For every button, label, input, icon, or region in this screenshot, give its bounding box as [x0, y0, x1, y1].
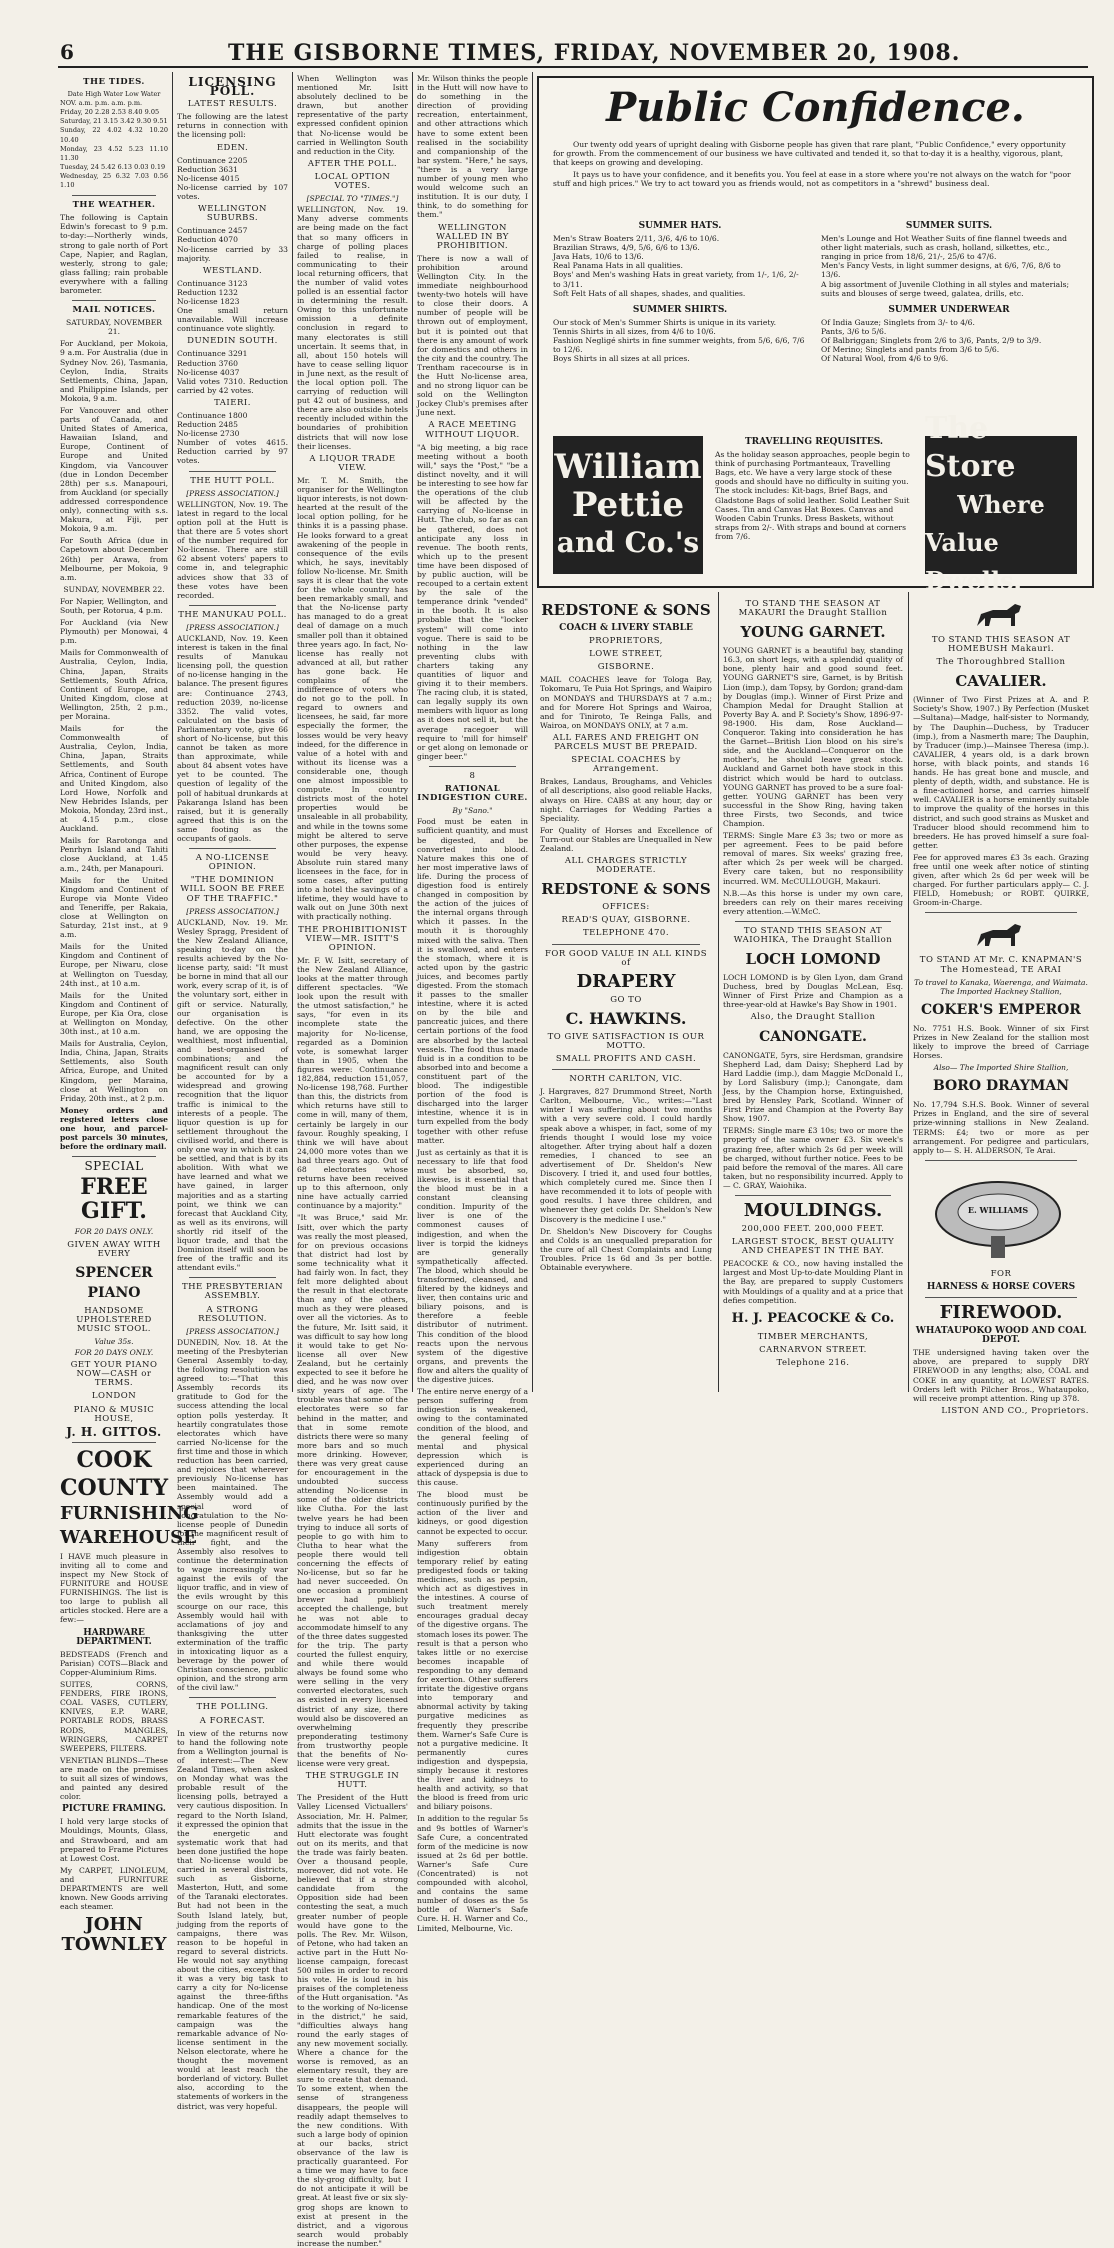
mail-text: Mails for Rarotonga and Penrhyn Island and Tahiti close Auckland, at 1.45 a.m., 24th, per Manapouri. [60, 836, 168, 873]
boro-text: No. 17,794 S.H.S. Book. Winner of several Prizes in England, and the sire of several prize-winning stallions in New Zealand. TERMS: £4; two or more as per arrangement. For pedigree and particulars, apply to— S. H. ALDERSON, Te Arai. [913, 1100, 1089, 1155]
summer-suits-heading: SUMMER SUITS. [905, 221, 993, 231]
dominion-quote: "THE DOMINION WILL SOON BE FREE OF THE TRAFFIC." [180, 875, 285, 904]
column-1 [60, 74, 199, 1956]
redstone-heading-2: REDSTONE & SONS [541, 880, 711, 899]
indigestion-text: Many sufferers from indigestion obtain temporary relief by eating predigested foods or taking medicines, such as pepsin, which act as digestives in the intestines. A course of such treatment merely encourages gradual decay of the digestive organs. The stomach loses its power. The result is that a person who takes little or no exercise becomes incapable of responding to any demand for exertion. Other sufferers irritate the digestive organs into temporary and abnormal activity by taking purgative medicines as frequently they prescribe them. Warner's Safe Cure is not a purgative medicine. It permanently cures indigestion and dyspepsia, simply because it restores the liver and kidneys to health and activity, so that the blood is freed from uric and biliary poisons. [417, 1538, 528, 1812]
press-association: [PRESS ASSOCIATION.] [186, 622, 279, 632]
stand-heading-2: TO STAND THIS SEASON AT WAIOHIKA, The Draught Stallion [733, 925, 893, 945]
days-only-2: FOR 20 DAYS ONLY. [74, 1348, 154, 1358]
hutt-text: WELLINGTON, Nov. 19. The latest in regard to the local option poll at the Hutt is that there are 5 votes short of the number required for No-license. There are still 62 absent voters' papers to come in, and telegraphic advices show that 33 of these votes have been recorded. [177, 499, 288, 600]
knapman-heading: TO STAND AT Mr. C. KNAPMAN'S The Homestead, TE ARAI [919, 955, 1083, 975]
bedsteads-text: BEDSTEADS (French and Parisian) COTS—Black and Copper-Aluminium Rims. [60, 1649, 168, 1677]
the-store-logo [925, 411, 1077, 595]
shirt-item: Our stock of Men's Summer Shirts is unique in its variety. [553, 317, 777, 327]
picture-heading: PICTURE FRAMING. [62, 1804, 166, 1815]
indigestion-text: Just as certainly as that it is necessary to life that food must be absorbed, so, likewise, is it essential that the blood must be in a constant cleansing condition. Impurity of the liver is one of the commonest causes of indigestion, and when the liver is torpid the kidneys are generally sympathetically affected. The blood, which should be transformed, cleansed, and filtered by the kidneys and liver, then contains uric and biliary poisons, and is therefore a feeble distributor of nutriment. This condition of the blood reacts upon the nervous system of the digestive organs, and prevents the flow and alters the quality of the digestive juices. [417, 1147, 528, 1385]
canongate-text: CANONGATE, 5yrs, sire Herdsman, grandsire Shepherd Lad, dam Daisy; Shepherd Lad by Hard Laddie (imp.), dam Maggie McDonald I., by Lord Salisbury (imp.); Canongate, dam Jess, by the Champion horse, Extinguished, bred by Hensley Park, Scotland. Winner of First Prize and Champion at the Poverty Bay Show, 1907. [723, 1050, 903, 1124]
masthead [58, 40, 1088, 68]
charges-notice: ALL CHARGES STRICTLY MODERATE. [564, 856, 688, 876]
weather-text: The following is Captain Edwin's forecast to 9 p.m. to-day:—Northerly winds, strong to gale north of Port Cape, Napier, and Raglan, westerly, strong to gale; glass falling; rain probable everywhere with a falling barometer. [60, 213, 168, 295]
prohibitionist-text: Mr. F. W. Isitt, secretary of the New Zealand Alliance, looks at the matter through different spectacles. "We look upon the result with the utmost satisfaction," he says, "for even in its incomplete state the majority for No-license, regarded as a Dominion vote, is somewhat larger than in 1905, when the figures were: Continuance 182,884, reduction 151,057, No-license 198,768. Further than this, the districts from which returns have still to come in will, many of them, certainly be largely in our favour. Roughly speaking, I think we will have about 24,000 more votes than we had three years ago. Out of 68 electorates whose returns have been received up to this afternoon, only nine have actually carried continuance by a majority." [297, 955, 408, 1211]
licensing-heading: LICENSING POLL. [188, 75, 277, 99]
result-row: No-license 4037 [177, 367, 240, 377]
timber-merchants: TIMBER MERCHANTS, [757, 1331, 869, 1342]
hargraves-text: J. Hargraves, 827 Drummond Street, North Carlton, Melbourne, Vic., writes:—"Last winter I was suffering about two months with a very severe cold. I could hardly speak above a whisper, in fact, some of my friends thought I would lose my voice altogether. After trying about half a dozen remedies, I chanced to see an advertisement of Dr. Sheldon's New Discovery. I tried it, and used four bottles, which completely cured me. Since then I have recommended it to lots of people with good results. I have three children, and whenever they get colds Dr. Sheldon's New Discovery is the medicine I use." [540, 1087, 712, 1224]
underwear-item: Of Merino; Singlets and pants from 3/6 to 5/6. [821, 345, 1000, 355]
result-row: One small return unavailable. Will increase continuance vote slightly. [177, 306, 288, 334]
weather-heading: THE WEATHER. [72, 200, 156, 211]
offices-label: OFFICES: [602, 902, 650, 913]
mail-text: For Vancouver and other parts of Canada, and United States of America, Hawaiian Island, and Europe, Continent of Europe and United Kingdom, via Vancouver (due in London December 28th) per s.s. Manapouri, from Auckland (or specially addressed correspondence only), connecting with s.s. Makura, at Fiji, per Mokoia, 9 a.m. [60, 406, 168, 534]
canongate: CANONGATE. [759, 1028, 867, 1045]
telephone: TELEPHONE 470. [582, 928, 670, 939]
invite-text: I HAVE much pleasure in inviting all to come and inspect my New Stock of FURNITURE and HOUSE FURNISHINGS. The list is too large to publish all articles stocked. Here are a few:— [60, 1551, 168, 1625]
spencer-piano: SPENCER PIANO [75, 1264, 153, 1301]
intro-text: Our twenty odd years of upright dealing with Gisborne people has given that rare plant, "Public Confidence," every opportunity for growth. From the commencement of our business we have cultivated and tended it, so that to-day it is a healthy, vigorous, plant, that keeps on growing and developing. [553, 140, 1066, 168]
store-line: The Store [925, 411, 1016, 484]
mail-text: For Auckland, per Mokoia, 9 a.m. For Australia (due in Sydney Nov. 26), Tasmania, Ceylon, India, Straits Settlements, China, Japan, and Philippine Islands, per Mokoia, 9 a.m. [60, 339, 168, 403]
indigestion-heading: RATIONAL INDIGESTION CURE. [417, 784, 528, 804]
wp-line: Pettie [571, 485, 685, 525]
result-row: Continuance 3291 [177, 349, 248, 359]
mail-text: Mails for the United Kingdom and Continent of Europe, per Kia Ora, close at Wellington on Monday, 30th inst., at 10 a.m. [60, 990, 168, 1037]
tides-row: Sunday, 22 4.02 4.32 10.20 10.40 [60, 126, 168, 144]
hat-item: Soft Felt Hats of all shapes, shades, and qualities. [553, 288, 746, 298]
result-row: No-license carried by 33 majority. [177, 244, 288, 263]
travel-block [715, 434, 913, 576]
forecast-heading: A FORECAST. [199, 1715, 266, 1726]
saddle-ad [913, 1166, 1089, 1266]
suits-underwear-block [821, 218, 1077, 428]
result-row: Number of votes 4615. Reduction carried by 97 votes. [177, 438, 288, 466]
mail-text: SUNDAY, NOVEMBER 22. [63, 584, 165, 594]
nolicense-opinion-heading: A NO-LICENSE OPINION. [195, 853, 270, 873]
sheldon-text: Dr. Sheldon's New Discovery for Coughs and Colds is an unequalled preparation for the cure of all Chest Complaints and Lung Troubles. Price 1s 6d and 3s per bottle. Obtainable everywhere. [540, 1226, 712, 1272]
alliance-text: AUCKLAND, Nov. 19. Mr. Wesley Spragg, President of the New Zealand Alliance, speaking to-day on the results achieved by the No-license party, said: "It must be borne in mind that all our work, every scrap of it, is of the voluntary sort, either in gift or service. Naturally, our organisation is defective. On the other hand, we are opposing the wealthiest, most influential, and best-organised of combinations; and the magnificent result can only be accounted for by a widespread and growing recognition that the liquor traffic is inimical to the interests of a people. The liquor question is up for settlement throughout the civilised world, and there is only one way in which it can be settled, and that is by its abolition. With what we have learned and what we have gained, in larger majorities and as a starting point, we think we can forecast that Auckland City, as well as its environs, will shortly rid itself of the liquor trade, and that the Dominion itself will soon be free of the traffic and its attendant evils." [177, 917, 288, 1273]
wsub-heading: WELLINGTON SUBURBS. [198, 204, 267, 224]
strong-resolution: A STRONG RESOLUTION. [198, 1304, 267, 1324]
brakes-text: Brakes, Landaus, Broughams, and Vehicles of all descriptions, also good reliable Hacks, always on Hire. CABS at any hour, day or night. Carriages for Wedding Parties a Speciality. [540, 777, 712, 823]
manukau-text: AUCKLAND, Nov. 19. Keen interest is taken in the final results of Manukau licensing poll, the question of no-license hanging in the balance. The present figures are: Continuance 2743, reduction 2039, no-license 3352. The valid votes, calculated on the basis of Parliamentary vote, give 66 short of No-license, but this cannot be taken as more than approximate, while about 84 absent votes have yet to be counted. The question of legality of the poll of habitual drunkards at Pakaranga Island has been raised, but it is generally agreed that this is on the same footing as the occupants of gaols. [177, 633, 288, 844]
largest-stock: LARGEST STOCK, BEST QUALITY AND CHEAPEST IN THE BAY. [731, 1237, 895, 1257]
indigestion-text: Food must be eaten in sufficient quantity, and must be digested, and be converted into blood. Nature makes this one of her most imperative laws of life. During the process of digestion food is entirely changed in composition by the action of the juices of the internal organs through which it passes. In the mouth it is thoroughly mixed with the saliva. Then it is swallowed, and enters the stomach, where it is acted upon by the gastric juices, and becomes partly digested. From the stomach it passes to the smaller intestine, where it is acted on by the bile and pancreatic juices, and there certain portions of the food are absorbed by the lacteal vessels. The food thus made fluid is in a condition to be absorbed into and become a constituent part of the blood. The indigestible portion of the food is discharged into the larger intestine, whence it is in turn expelled from the body together with other refuse matter. [417, 817, 528, 1145]
result-row: Reduction 3760 [177, 358, 238, 368]
county-heading: COUNTY [60, 1474, 169, 1501]
shirt-item: Boys Shirts in all sizes at all prices. [553, 354, 690, 364]
music-stool: HANDSOME UPHOLSTERED MUSIC STOOL. [76, 1305, 152, 1334]
result-row: No-license carried by 107 votes. [177, 182, 288, 202]
also-shire: Also— The Imported Shire Stallion, [933, 1063, 1069, 1073]
stool-value: Value 35s. [94, 1336, 134, 1346]
cook-heading: COOK [76, 1446, 152, 1473]
get-piano: GET YOUR PIANO NOW—CASH or TERMS. [70, 1360, 158, 1389]
underwear-item: Pants, 3/6 to 5/6. [821, 326, 887, 336]
tides-row: NOV. a.m. p.m. a.m. p.m. [60, 99, 143, 108]
coker-text: No. 7751 H.S. Book. Winner of six First Prizes in New Zealand for the stallion most likely to improve the breed of Carriage Horses. [913, 1023, 1089, 1061]
intro-text-2: It pays us to have your confidence, and it benefits you. You feel at ease in a store where you're not always on the watch for "poor stuff and high prices." We try to act toward you as friends would, not as competitors in a "shrewd" business deal. [553, 170, 1071, 189]
column-rule [412, 72, 413, 1392]
walled-heading: WELLINGTON WALLED IN BY PROHIBITION. [436, 222, 509, 251]
mail-text: SATURDAY, NOVEMBER 21. [66, 318, 162, 337]
suit-item: Men's Lounge and Hot Weather Suits of fine flannel tweeds and other light materials, such as crash, holland, silkettes, etc., ranging in price from 18/6, 21/-, 25/6 to 47/6. [821, 234, 1068, 262]
travel-text: To travel to Kanaka, Waerenga, and Waimata. The Imported Hackney Stallion, [914, 977, 1088, 996]
coach-livery: COACH & LIVERY STABLE [559, 623, 693, 633]
williams-name: E. WILLIAMS [967, 1204, 1029, 1215]
small-profits: SMALL PROFITS AND CASH. [555, 1054, 697, 1064]
days-only: FOR 20 DAYS ONLY. [74, 1227, 154, 1237]
bruce-text: "It was Bruce," said Mr. Isitt, over which the party was really the most pleased, for on previous occasions that district had lost by some technicality what it had fairly won. In fact, they felt more delighted about the result in that electorate than any of the others, much as they were pleased over all the victories. As to the future, Mr. Isitt said, it was difficult to say how long it would take to get No-license all over New Zealand, but he certainly expected to see it before he died, and he was now over sixty years of age. The trouble was that some of the electorates were so far behind in the matter, and that in some remote districts there were so many more bars and so much more drinking. However, there was very great cause for encouragement in the undoubted success attending No-license in some of the older districts like Clutha. For the last twelve years he had been trying to induce all sorts of people to go with him to Clutha to hear what the people there would tell concerning the effects of No-license, but so far he had never succeeded. On one occasion a prominent brewer had publicly accepted the challenge, but he was not able to accommodate himself to any of the three dates suggested for the trip. The party courted the fullest enquiry, and while there would always be found some who were selling in the very converted electorates, such as existed in every licensed district of any size, there would also be discovered an overwhelming preponderating testimony from trustworthy people that the benefits of No-license were very great. [297, 1213, 408, 1769]
search-continued: Mr. Wilson thinks the people in the Hutt will now have to do something in the direction of providing recreation, entertainment, and other attractions which have to some extent been realised in the sociability and companionship of the bar system. "Here," he says, "there is a very large number of young men who would welcome such an institution. It is our duty, I think, to do something for them." [417, 74, 528, 220]
article-number: 8 [469, 770, 476, 781]
london-label: LONDON [91, 1391, 137, 1402]
stand-heading: TO STAND THE SEASON AT MAKAURI the Draught Stallion [738, 599, 888, 619]
north-carlton-heading: NORTH CARLTON, VIC. [569, 1074, 683, 1085]
result-row: Continuance 2205 [177, 155, 248, 165]
tides-heading: THE TIDES. [83, 77, 145, 87]
mail-text: Mails for the Commonwealth of Australia, Ceylon, India, China, Japan, Straits Settlements, and South Africa, Continent of Europe and United Kingdom, also Lord Howe, Norfolk and New Hebrides Islands, per Mokoia, Monday, 23rd inst., at 4.15 p.m., close Auckland. [60, 724, 168, 834]
firewood-heading: FIREWOOD. [939, 1302, 1063, 1324]
horse-icon [971, 918, 1031, 952]
result-row: No-license 2730 [177, 429, 240, 439]
byline: By "Sano." [452, 806, 493, 816]
column-2 [177, 74, 288, 2111]
whataupoko-depot: WHATAUPOKO WOOD AND COAL DEPOT. [915, 1326, 1087, 1346]
harness-covers: HARNESS & HORSE COVERS [926, 1281, 1076, 1292]
latest-results: LATEST RESULTS. [187, 99, 278, 110]
hawkins-name: C. HAWKINS. [565, 1008, 687, 1028]
townley-name: JOHN TOWNLEY [61, 1914, 167, 1956]
given-away: GIVEN AWAY WITH EVERY [67, 1239, 161, 1259]
press-association: [PRESS ASSOCIATION.] [186, 906, 279, 916]
horse-icon [971, 598, 1031, 632]
column-8 [913, 596, 1089, 1416]
loch-text: LOCH LOMOND is by Glen Lyon, dam Grand Duchess, bred by Douglas McLean, Esq. Winner of First Prize and Champion as a three-year-old at Hawke's Bay Show in 1901. [723, 973, 903, 1010]
travel-text: As the holiday season approaches, people begin to think of purchasing Portmanteaux, Travelling Bags, etc. We have a very large stock of these goods and should have no difficulty in suiting you. The stock includes: Kit-bags, Brief Bags, and Gladstone Bags of solid leather. Solid Leather Suit Cases. Tin and Canvas Hat Boxes. Canvas and Wooden Cabin Trunks. Dress Baskets, without straps from 2/-. With straps and bound at corners from 7/6. [715, 450, 910, 541]
result-row: Reduction 3631 [177, 164, 238, 174]
column-4 [417, 74, 528, 1933]
william-pettie-logo [553, 436, 703, 574]
press-association: [PRESS ASSOCIATION.] [186, 488, 279, 498]
column-rule [718, 592, 719, 1392]
polling-heading: THE POLLING. [196, 1702, 269, 1713]
public-intro [553, 140, 1075, 220]
cavalier-fee: Fee for approved mares £3 3s each. Grazing free until one week after notice of stinting given, after which 2s 6d per week will be charged. For further particulars apply— C. J. FIELD, Homebush; or ROBT. QUIRKE, Groom-in-Charge. [913, 852, 1089, 908]
loch-lomond: LOCH LOMOND [745, 950, 881, 969]
piano-house: PIANO & MUSIC HOUSE, [73, 1404, 155, 1424]
fares-notice: ALL FARES AND FREIGHT ON PARCELS MUST BE PREPAID. [552, 732, 700, 753]
mail-text: Mails for the United Kingdom and Continent of Europe, per Niwaru, close at Wellington on Tuesday, 24th inst., at 10 a.m. [60, 942, 168, 988]
garnet-terms: TERMS: Single Mare £3 3s; two or more as per agreement. Fees to be paid before removal of mares. Six weeks' grazing free, after which 2s per week will be charged. Every care taken, but no responsibility incurred. WM. McCULLOUGH, Makauri. [723, 831, 903, 886]
eden-heading: EDEN. [216, 142, 249, 153]
indigestion-text: In addition to the regular 5s and 9s bottles of Warner's Safe Cure, a concentrated form of the medicine is now issued at 2s 6d per bottle. Warner's Safe Cure (Concentrated) is not compounded with alcohol, and contains the same number of doses as the 5s bottle of Warner's Safe Cure. H. H. Warner and Co., Limited, Melbourne, Vic. [417, 1814, 528, 1933]
hat-item: Java Hats, 10/6 to 13/6. [553, 252, 644, 262]
suit-item: A big assortment of Juvenile Clothing in all styles and materials; suits and blouses of serge tweed, galatea, drills, etc. [821, 279, 1070, 298]
tides-row: Tuesday, 24 5.42 6.13 0.03 0.19 [60, 162, 166, 171]
cokers-emperor: COKER'S EMPEROR [921, 1001, 1081, 1018]
peacocke-text: PEACOCKE & CO., now having installed the largest and Most Up-to-date Moulding Plant in the Bay, are prepared to supply Customers with Mouldings of a quality and at a price that defies competition. [723, 1259, 903, 1305]
special-label: SPECIAL [84, 1159, 144, 1174]
mail-coaches-text: MAIL COACHES leave for Tologa Bay, Tokomaru, Te Puia Hot Springs, and Waipiro on MONDAYS and THURSDAYS at 7 a.m.; and for Morere Hot Springs and Wairoa, and for Tiniroto, Te Reinga Falls, and Wairoa, on MONDAYS ONLY, at 7 a.m. [540, 675, 712, 730]
summer-hats-heading: SUMMER HATS. [638, 221, 722, 231]
canongate-terms: TERMS: Single mare £3 10s; two or more the property of the same owner £3. Six week's grazing free, after which 2s 6d per week will be charged, without further notice. Fees to be paid before the removal of the mares. All care taken, but no responsibility incurred. Apply to— C. GRAY, Waiohika. [723, 1126, 903, 1190]
quality-text: For Quality of Horses and Excellence of Turn-out our Stables are Unequalled in New Zealand. [540, 825, 712, 853]
motto: TO GIVE SATISFACTION IS OUR MOTTO. [547, 1031, 705, 1051]
result-row: Reduction 2485 [177, 420, 238, 430]
picture-text: I hold very large stocks of Mouldings, Mounts, Glass, and Strawboard, and am prepared to Frame Pictures at Lowest Cost. [60, 1817, 168, 1863]
presbyterian-heading: THE PRESBYTERIAN ASSEMBLY. [181, 1282, 284, 1302]
mail-text: Mails for the United Kingdom and Continent of Europe via Monte Video and Teneriffe, per Rakaia, close at Wellington on Saturday, 21st inst., at 9 a.m. [60, 875, 168, 940]
store-line: Value Dwells. [925, 528, 1022, 595]
result-row: Valid votes 7310. Reduction carried by 42 votes. [177, 376, 288, 395]
redstone-heading: REDSTONE & SONS [541, 601, 711, 619]
struggle-text: The President of the Hutt Valley Licensed Victuallers' Association, Mr. H. Palmer, admits that the issue in the Hutt electorate was fought out on its merits, and that the trade was fairly beaten. Over a thousand people, moreover, did not vote. He believed that if a strong candidate from the Opposition side had been contesting the seat, a much greater number of people would have gone to the polls. The Rev. Mr. Wilson, of Petone, who had taken an active part in the Hutt No-license campaign, forecast 500 miles in order to record his vote. He is loud in his praises of the completeness of the Hutt organisation. "As to the working of No-license in the district," he said, "difficulties always hang round the early stages of any new movement socially. Where a chance for the worse is removed, as an elementary result, they are sure to create that demand. To some extent, when the sense of strangeness disappears, the people will readily adapt themselves to the new conditions. With such a large body of opinion at our backs, strict observance of the law is practically guaranteed. For a time we may have to face the sly-grog difficulty, but I do not anticipate it will be great. At least five or six sly-grog shops are known to exist at present in the district, and a vigorous search would probably increase the number." [297, 1793, 408, 2248]
liquor-view-text: Mr. T. M. Smith, the organiser for the Wellington liquor interests, is not down-hearted at the result of the local option polling, for he thinks it is a passing phase. He looks forward to a great awakening of the people in consequence of the evils which, he says, inevitably follow No-license. Mr. Smith says it is clear that the vote for the whole country has been remarkably small, and that the No-license party has managed to do a great deal of damage on a much smaller poll than it obtained three years ago. In fact, No-license has really not advanced at all, but rather has gone back. He complains of the indifference of voters who do not go to the poll. In regard to owners and licensees, he said, far more especially the former, the losses would be very heavy indeed, for the difference in value of a hotel with and without its license was a considerable one, though one almost impossible to compute. In country districts most of the hotel properties would be unsaleable in all probability, and while in the towns some might be altered to serve other purposes, the expense would be very heavy. Absolute ruin stared many licensees in the face, for in some cases, after putting into a hotel the savings of a lifetime, they would have to walk out on June 30th next with practically nothing. [297, 475, 408, 922]
peacocke-name: H. J. PEACOCKE & Co. [731, 1310, 895, 1326]
hats-shirts-block [553, 218, 807, 428]
hutt-heading: THE HUTT POLL. [190, 475, 275, 486]
result-row: Reduction 4070 [177, 235, 238, 245]
result-row: No-license 4015 [177, 173, 240, 183]
venetian-text: VENETIAN BLINDS—These are made on the premises to suit all sizes of windows, and painted any desired color. [60, 1755, 168, 1802]
public-confidence-ad [537, 76, 1094, 595]
column-7 [723, 596, 903, 1396]
forecast-text: In view of the returns now to hand the following note from a Wellington journal is of interest:—The New Zealand Times, when asked on Monday what was the probable result of the licensing polls, betrayed a very cautious disposition. In regard to the North Island, it expressed the opinion that the energetic and systematic work that had been done justified the hope that No-license would be carried in several districts, such as Gisborne, Masterton, Hutt, and some of the Taranaki electorates. But had not been in the South Island lately, but, judging from the reports of campaigns, there was reason to be hopeful in regard to several districts. He would not say anything about the cities, except that it was a very big task to carry a city for No-license against the three-fifths handicap. One of the most remarkable features of the campaign was the remarkable advance of No-license sentiment in the Nelson electorate, where he thought the movement would at least reach the borderland of victory. Bullet also, according to the statements of workers in the district, was very hopeful. [177, 1728, 288, 2111]
mail-text: For South Africa (due in Capetown about December 26th) per Arawa, from Melbourne, per Mokoia, 9 a.m. [60, 536, 168, 582]
for-label: FOR [990, 1268, 1012, 1279]
wp-line: and Co.'s [556, 526, 700, 559]
furnishing-heading: FURNISHING [60, 1502, 199, 1524]
masthead-title: THE GISBORNE TIMES, FRIDAY, NOVEMBER 20, 1908. [228, 40, 961, 66]
thoroughbred: The Thoroughbred Stallion [936, 657, 1066, 668]
cavalier-text: (Winner of Two First Prizes at A. and P. Society's Show, 1907.) By Perfection (Musket—Sultana)—Madge, half-sister to Normandy, by The Dauphin—Duchess, by Traducer (imp.), from a Nasmerth mare; The Dauphin, by Traducer (imp.)—Mainsee Theresa (imp.). CAVALIER, 4 years old, is a dark brown horse, with black points, and stands 16 hands. He has great bone and muscle, and plenty of depth, width, and substance. He is a fine-actioned horse, and carries himself well. CAVALIER is a horse eminently suitable to improve the quality of the horses in this district, and such good strains as Musket and Traducer blood should recommend him to breeders. He has proved himself a sure foal-getter. [913, 695, 1089, 850]
press-association: [PRESS ASSOCIATION.] [186, 1326, 279, 1336]
go-to: GO TO [610, 994, 642, 1005]
underwear-item: Of Balbriggan; Singlets from 2/6 to 3/6, Pants, 2/9 to 3/9. [821, 336, 1042, 346]
mouldings-heading: MOULDINGS. [743, 1199, 883, 1221]
local-option-heading: LOCAL OPTION VOTES. [314, 171, 391, 192]
underwear-heading: SUMMER UNDERWEAR [888, 304, 1010, 315]
whataupoko-text: THE undersigned having taken over the above, are prepared to supply DRY FIREWOOD in any lengths; also, COAL and COKE in any quantity, at LOWEST RATES. Orders left with Pilcher Bros., Whataupoko, will receive prompt attention. Ring up 378. [913, 1348, 1089, 1403]
mail-text: Mails for Commonwealth of Australia, Ceylon, India, China, Japan, Straits Settlements, South Africa, Continent of Europe, and United Kingdom, close at Wellington, 25th, 2 p.m., per Moraina. [60, 648, 168, 721]
carnarvon-street: CARNARVON STREET. [759, 1344, 867, 1355]
liston-proprietors: LISTON AND CO., Proprietors. [941, 1405, 1089, 1416]
homebush-heading: TO STAND THIS SEASON AT HOMEBUSH Makauri. [931, 635, 1071, 655]
boro-drayman: BORO DRAYMAN [932, 1078, 1070, 1095]
tides-columns: Date High Water Low Water [67, 90, 161, 99]
licensing-intro: The following are the latest returns in connection with the licensing poll: [177, 112, 288, 140]
column-6 [540, 596, 712, 1396]
prohibitionist-heading: THE PROHIBITIONIST VIEW—MR. ISITT'S OPINION. [298, 924, 407, 953]
store-line: Where [957, 490, 1045, 519]
drapery-heading: DRAPERY [576, 970, 676, 992]
mail-text: Mails for Australia, Ceylon, India, China, Japan, Straits Settlements, also South Africa, Europe, and United Kingdom, per Maraina, close at Wellington on Friday, 20th inst., at 2 p.m. [60, 1039, 168, 1103]
column-rule [292, 72, 293, 1392]
carpet-text: My CARPET, LINOLEUM, and FURNITURE DEPARTMENTS are well known. New Goods arriving each steamer. [60, 1865, 168, 1912]
suites-text: SUITES, CORNS, FENDERS, FIRE IRONS, COAL VASES, CUTLERY, KNIVES, E.P. WARE, PORTABLE RODS, BRASS RODS, MANGLES, WRINGERS, CARPET SWEEPERS, FILTERS. [60, 1680, 168, 1753]
indigestion-text: The entire nerve energy of a person suffering from indigestion is weakened, owing to the contaminated condition of the blood, and the general feeling of mental and physical depression which is experienced during an attack of dyspepsia is due to this cause. [417, 1387, 528, 1488]
column-rule [172, 72, 173, 1392]
garnet-text: YOUNG GARNET is a beautiful bay, standing 16.3, on short legs, with a splendid quality of bone, plenty hair and good sound feet. YOUNG GARNET'S sire, Garnet, is by British Lion (imp.), dam Topsy, by Gordon; grand-dam by Douglas (imp.). Winner of First Prize and Champion Medal for Draught Stallion at Poverty Bay A. and P. Society's Show, 1896-97-98-1900. His dam, Rose Auckland—Conqueror. Taking into consideration he has the Garnet—British Lion blood on his sire's side, and the Auckland—Conqueror on the mother's, he should leave great stock. Auckland and Garnet both have stock in this district which would be hard to outclass. YOUNG GARNET has proved to be a sure foal-getter. YOUNG GARNET has been very successful in the Show Ring, having taken three Firsts, two Seconds, and twice Champion. [723, 646, 903, 828]
taieri-heading: TAIERI. [214, 397, 251, 408]
suit-item: Men's Fancy Vests, in light summer designs, at 6/6, 7/6, 8/6 to 13/6. [821, 261, 1061, 280]
good-value: FOR GOOD VALUE IN ALL KINDS of [544, 948, 708, 968]
race-text: "A big meeting, a big race meeting without a booth will," says the "Post," "be a distinct novelty, and it will be interesting to see how far the operations of the club will be affected by the carrying of No-license in Hutt. The club, so far as can be gathered, does not anticipate any loss in revenue. The booth rents, which up to the present time have been disposed of by public auction, will be recouped to a certain extent by the sale of the temperance drink "vended" in the booth. It is also probable that the "locker system" will come into vogue. There is said to be nothing in the law preventing clubs with charters taking any quantities of liquor and giving it to their members. The racing club, it is stated, can legally supply its own members with liquor as long as it does not sell it, but the average racegoer will require to 'mill for himself' or get along on lemonade or ginger beer." [417, 442, 528, 761]
race-heading: A RACE MEETING WITHOUT LIQUOR. [425, 420, 520, 440]
reads-quay: READ'S QUAY, GISBORNE. [561, 915, 691, 926]
result-row: Reduction 1232 [177, 287, 238, 297]
result-row: No-license 1823 [177, 296, 240, 306]
struggle-heading: THE STRUGGLE IN HUTT. [305, 1771, 400, 1791]
column-3 [297, 74, 408, 2248]
column-rule [908, 592, 909, 1392]
mail-text: For Napier, Wellington, and South, per Rotorua, 4 p.m. [60, 596, 168, 615]
tides-row: Wednesday, 25 6.32 7.03 0.56 1.10 [60, 171, 168, 190]
peacocke-telephone: Telephone 216. [776, 1357, 850, 1368]
tides-row: Friday, 20 2.28 2.53 8.40 9.05 [60, 108, 160, 117]
hat-item: Men's Straw Boaters 2/11, 3/6, 4/6 to 10/6. [553, 234, 720, 244]
column-rule [532, 72, 533, 1392]
result-row: Continuance 1800 [177, 411, 248, 420]
money-order-note: Money orders and registered letters close one hour, and parcel-post parcels 30 minutes, before the ordinary mail. [60, 1105, 168, 1152]
hat-item: Brazilian Straws, 4/9, 5/6, 6/6 to 13/6. [553, 243, 700, 253]
lowe-street: LOWE STREET, [589, 649, 663, 660]
westland-heading: WESTLAND. [202, 265, 263, 276]
result-row: Continuance 3123 [177, 278, 248, 288]
also-label: Also, the Draught Stallion [750, 1012, 876, 1023]
cavalier: CAVALIER. [955, 672, 1047, 691]
shirt-item: Tennis Shirts in all sizes, from 4/6 to 10/6. [553, 326, 716, 336]
free-gift-heading: FREE GIFT. [80, 1174, 148, 1225]
tides-row: Saturday, 21 3.15 3.42 9.30 9.51 [60, 117, 168, 126]
young-garnet: YOUNG GARNET. [740, 623, 886, 642]
after-poll-text: WELLINGTON, Nov. 19. Many adverse comments are being made on the fact that so many officers in charge of polling places failed to realise, in communicating to their local returning officers, that the number of valid votes polled is an essential factor in determining the result. Owing to this unfortunate omission a definite conclusion in regard to many electorates is still uncertain. It seems that, in all, about 150 hotels will have to cease selling liquor in June next, as the result of the local option poll. The carrying of reduction will put 42 out of business, and there are also outside hotels recently included within the boundaries of prohibition districts that will now lose their licenses. [297, 205, 408, 451]
wp-line: William [554, 447, 702, 487]
underwear-item: Of India Gauze; Singlets from 3/- to 4/6. [821, 317, 975, 327]
hat-item: Boys' and Men's washing Hats in great variety, from 1/-, 1/6, 2/- to 3/11. [553, 270, 799, 289]
result-row: Continuance 2457 [177, 226, 248, 236]
shirt-item: Fashion Negligé shirts in fine summer weights, from 5/6, 6/6, 7/6 to 12/6. [553, 336, 805, 355]
after-poll-heading: AFTER THE POLL. [307, 158, 398, 169]
special-times: [SPECIAL TO "TIMES."] [306, 194, 399, 204]
gittos-name: J. H. GITTOS. [66, 1424, 162, 1439]
manukau-heading: THE MANUKAU POLL. [178, 609, 287, 620]
mail-text: For Auckland (via New Plymouth) per Monowai, 4 p.m. [60, 618, 168, 646]
mail-heading: MAIL NOTICES. [72, 305, 156, 316]
summer-shirts-heading: SUMMER SHIRTS. [632, 304, 728, 315]
special-coaches: SPECIAL COACHES by Arrangement. [571, 755, 681, 775]
warehouse-heading: WAREHOUSE [60, 1526, 197, 1548]
presbyterian-text: DUNEDIN, Nov. 18. At the meeting of the Presbyterian General Assembly to-day, the following resolution was agreed to:—"That this Assembly records its gratitude to God for the success attending the local option polls yesterday. It heartily congratulates those electorates which have carried No-license for the first time and those in which reduction has been carried, and rejoices that wherever previously No-license has been maintained. The Assembly would add a special word of congratulation to the No-license people of Dunedin for the magnificent result of their fight, and the Assembly also resolves to continue the determination to wage increasingly war against the evils of the liquor traffic, and in view of the evils wrought by this scourge on our race, this Assembly would hail with acclamations of joy and thanksgiving the utter extermination of the traffic in intoxicating liquor as a beverage by the power of Christian conscience, public opinion, and the strong arm of the civil law." [177, 1337, 288, 1693]
hardware-heading: HARDWARE DEPARTMENT. [76, 1627, 152, 1647]
dunedin-heading: DUNEDIN SOUTH. [187, 336, 278, 347]
liquor-view-heading: A LIQUOR TRADE VIEW. [309, 453, 396, 473]
hat-item: Real Panama Hats in all qualities. [553, 261, 683, 271]
gisborne: GISBORNE. [597, 662, 655, 673]
travel-heading: TRAVELLING REQUISITES. [744, 437, 884, 447]
underwear-item: Of Natural Wool, from 4/6 to 9/6. [821, 354, 949, 364]
walled-text: There is now a wall of prohibition around Wellington City. In the immediate neighbourhood twenty-two hotels will have to close their doors. A number of people will be thrown out of employment, but it is pointed out that there is any amount of work for domestics and others in the city and the country. The Trentham racecourse is in the Hutt No-license area, and no strong liquor can be sold on the Wellington Jockey Club's premises after June next. [417, 253, 528, 418]
public-confidence-title: Public Confidence. [606, 84, 1025, 131]
proprietors: PROPRIETORS, [588, 636, 664, 647]
wellington-intro: When Wellington was mentioned Mr. Isitt absolutely declined to be drawn, but another representative of the party expressed confident opinion that No-license would be carried in Wellington South and reduction in the City. [297, 74, 408, 156]
page-number: 6 [60, 40, 74, 64]
tides-row: Monday, 23 4.52 5.23 11.10 11.30 [60, 144, 168, 162]
indigestion-text: The blood must be continuously purified by the action of the liver and kidneys, or good digestion cannot be expected to occur. [417, 1490, 528, 1536]
garnet-nb: N.B.—As this horse is under my own care, breeders can rely on their mares receiving every attention.—W.McC. [723, 888, 903, 916]
feet-label: 200,000 FEET. 200,000 FEET. [741, 1223, 885, 1234]
